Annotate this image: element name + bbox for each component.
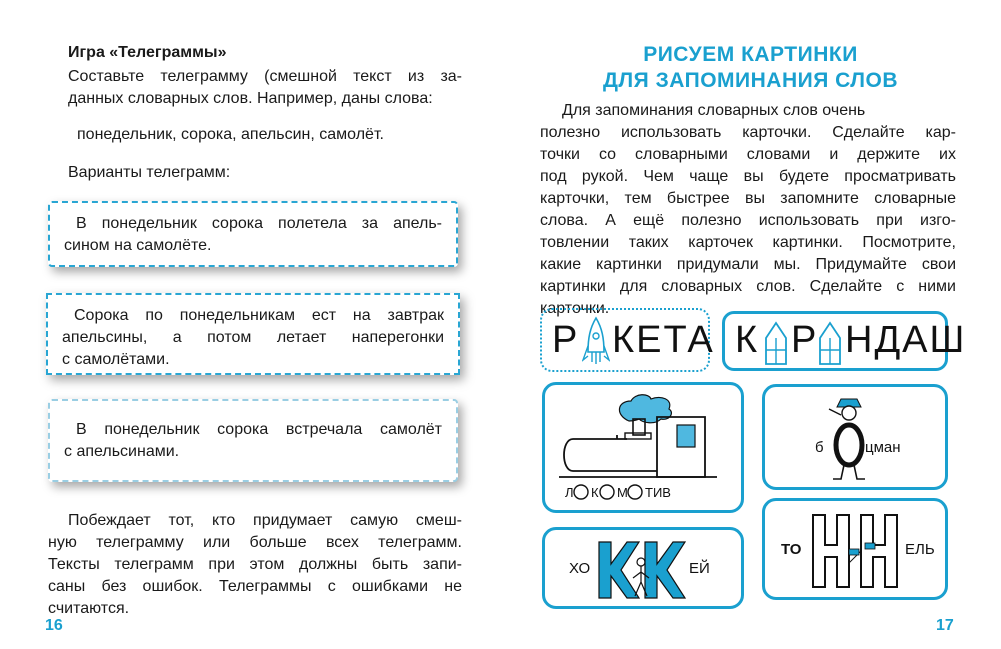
game-title: Игра «Телеграммы» [68, 44, 227, 61]
page-number: 16 [45, 617, 63, 634]
intro-line: данных словарных слов. Например, даны слова: [68, 90, 433, 107]
card-letters: ЕЛЬ [905, 541, 935, 558]
telegram-card-1 [48, 201, 458, 267]
telegram-text: сином на самолёте. [64, 237, 212, 254]
card-letters: ТО [781, 541, 802, 558]
card-letter: К [591, 485, 599, 500]
locomotive-icon [557, 391, 737, 507]
rules-line: саны без ошибок. Телеграммы с ошибками не [48, 578, 462, 595]
body-line: карточки. [540, 300, 610, 317]
word-card-tonnel [762, 498, 948, 600]
card-letter: Р [791, 319, 819, 361]
body-line: какие картинки придумали мы. Придумайте свои [540, 256, 956, 273]
house-icon [817, 320, 843, 366]
body-line: картинки для словарных слов. Сделайте с ними [540, 278, 956, 295]
body-line: полезно использовать карточки. Сделайте кар- [540, 124, 956, 141]
telegram-card-3 [48, 399, 458, 482]
word-card-raketa [540, 308, 715, 372]
body-line: карточки, тем быстрее вы запомните словарные [540, 190, 956, 207]
word-card-karandash [722, 311, 967, 371]
card-letters: цман [865, 439, 901, 456]
word-card-hokkey [542, 527, 744, 609]
rules-line: Тексты телеграмм при этом должны быть запи- [48, 556, 462, 573]
page-heading: ДЛЯ ЗАПОМИНАНИЯ СЛОВ [602, 69, 899, 92]
card-letters: КЕТА [612, 319, 715, 361]
page-number: 17 [936, 617, 954, 634]
rules-line: считаются. [48, 600, 130, 617]
body-line: товлении таких карточек картинки. Посмотрите, [540, 234, 956, 251]
card-letter: Р [552, 319, 580, 361]
page-heading: РИСУЕМ КАРТИНКИ [643, 43, 858, 66]
intro-line: Составьте телеграмму (смешной текст из за- [68, 68, 462, 85]
rules-line: Побеждает тот, кто придумает самую смеш- [68, 512, 462, 529]
house-icon [763, 320, 789, 366]
telegram-text: апельсины, а потом летает наперегонки [62, 329, 444, 346]
body-line: точки со словарными словами и держите их [540, 146, 956, 163]
word-card-lokomotiv [542, 382, 744, 513]
right-page [500, 0, 1001, 649]
card-letters: ХО [569, 560, 591, 577]
tunnel-icon [811, 511, 901, 591]
card-letters: НДАШ [845, 319, 967, 361]
card-letters: ЕЙ [689, 560, 710, 577]
card-letter: М [617, 485, 628, 500]
body-line: слова. А ещё полезно использовать при изго- [540, 212, 956, 229]
card-letter: К [735, 319, 760, 361]
telegram-text: с апельсинами. [64, 443, 180, 460]
telegram-text: В понедельник сорока полетела за апель- [76, 215, 442, 232]
telegram-card-2 [46, 293, 460, 375]
left-page [0, 0, 500, 649]
telegram-text: В понедельник сорока встречала самолёт [76, 421, 442, 438]
card-letter: б [815, 439, 824, 456]
card-letters: ТИВ [645, 485, 671, 500]
telegram-text: с самолётами. [62, 351, 170, 368]
card-letter: Л [565, 485, 574, 500]
word-card-botsman [762, 384, 948, 490]
rules-line: ную телеграмму или больше всех телеграмм. [48, 534, 462, 551]
rocket-icon [582, 316, 610, 368]
body-line: Для запоминания словарных слов очень [562, 102, 866, 119]
example-words: понедельник, сорока, апельсин, самолёт. [77, 126, 384, 143]
hockey-player-icon [597, 534, 687, 604]
body-line: под рукой. Чем чаще вы будете просматривать [540, 168, 956, 185]
variants-label: Варианты телеграмм: [68, 164, 231, 181]
telegram-text: Сорока по понедельникам ест на завтрак [74, 307, 444, 324]
